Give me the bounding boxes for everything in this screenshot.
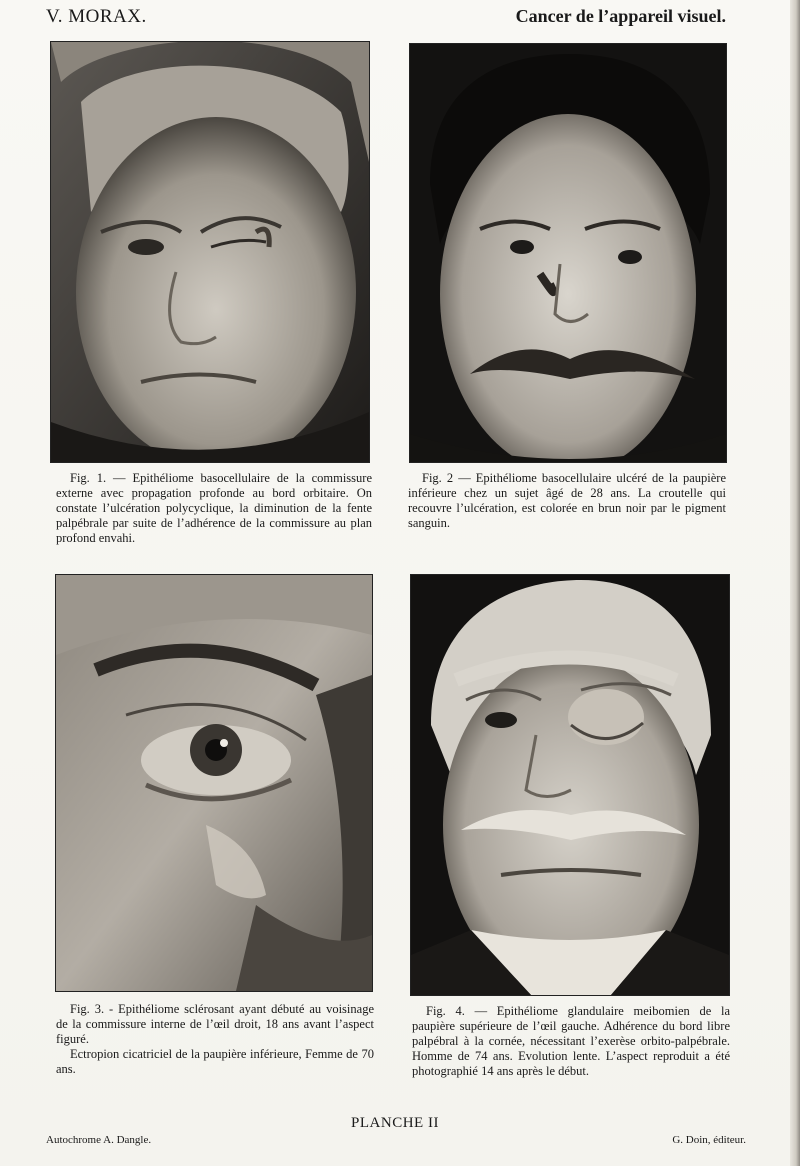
publisher-credit: G. Doin, éditeur.: [672, 1134, 746, 1146]
page-edge: [790, 0, 800, 1166]
figure-3-caption-text: Fig. 3. - Epithéliome sclérosant ayant débuté au voisinage de la commissure interne de l’œil droit, 18 ans avant l’aspect figuré.: [56, 1002, 374, 1046]
figure-1-caption-text: Fig. 1. — Epithéliome basocellulaire de la commissure externe avec propagation profonde au bord orbitaire. On constate l’ulcération polycyclique, la diminution de la fente palpébrale par suite de l’adhérence de la commissure au plan profond envahi.: [56, 471, 372, 545]
figure-4-caption: [412, 1004, 730, 1079]
figure-1-photo: [50, 41, 370, 463]
plate-number: PLANCHE II: [351, 1115, 439, 1131]
figure-3-photo: [55, 574, 373, 992]
book-title-header: Cancer de l’appareil visuel.: [515, 6, 726, 26]
figure-3-caption: [56, 1002, 374, 1077]
figure-2-photo: [409, 43, 727, 463]
figure-4-caption-text: Fig. 4. — Epithéliome glandulaire meibomien de la paupière supérieure de l’œil gauche. Adhérence du bord libre palpébral à la cornée, nécessitant l’exerèse orbito-palpébrale. Homme de 74 ans. Evolution lente. L’aspect reproduit a été photographié 14 ans après le début.: [412, 1004, 730, 1078]
figure-3-caption-text-2: Ectropion cicatriciel de la paupière inférieure, Femme de 70 ans.: [56, 1047, 374, 1076]
figure-1-caption: [56, 471, 372, 546]
figure-2-caption-text: Fig. 2 — Epithéliome basocellulaire ulcéré de la paupière inférieure chez un sujet âgé de 28 ans. La croutelle qui recouvre l’ulcération, est colorée en brun noir par le pigment sanguin.: [408, 471, 726, 530]
photographer-credit: Autochrome A. Dangle.: [46, 1134, 152, 1146]
figure-2-caption: [408, 471, 726, 531]
author-header: V. MORAX.: [46, 6, 147, 27]
figure-4-photo: [410, 574, 730, 996]
